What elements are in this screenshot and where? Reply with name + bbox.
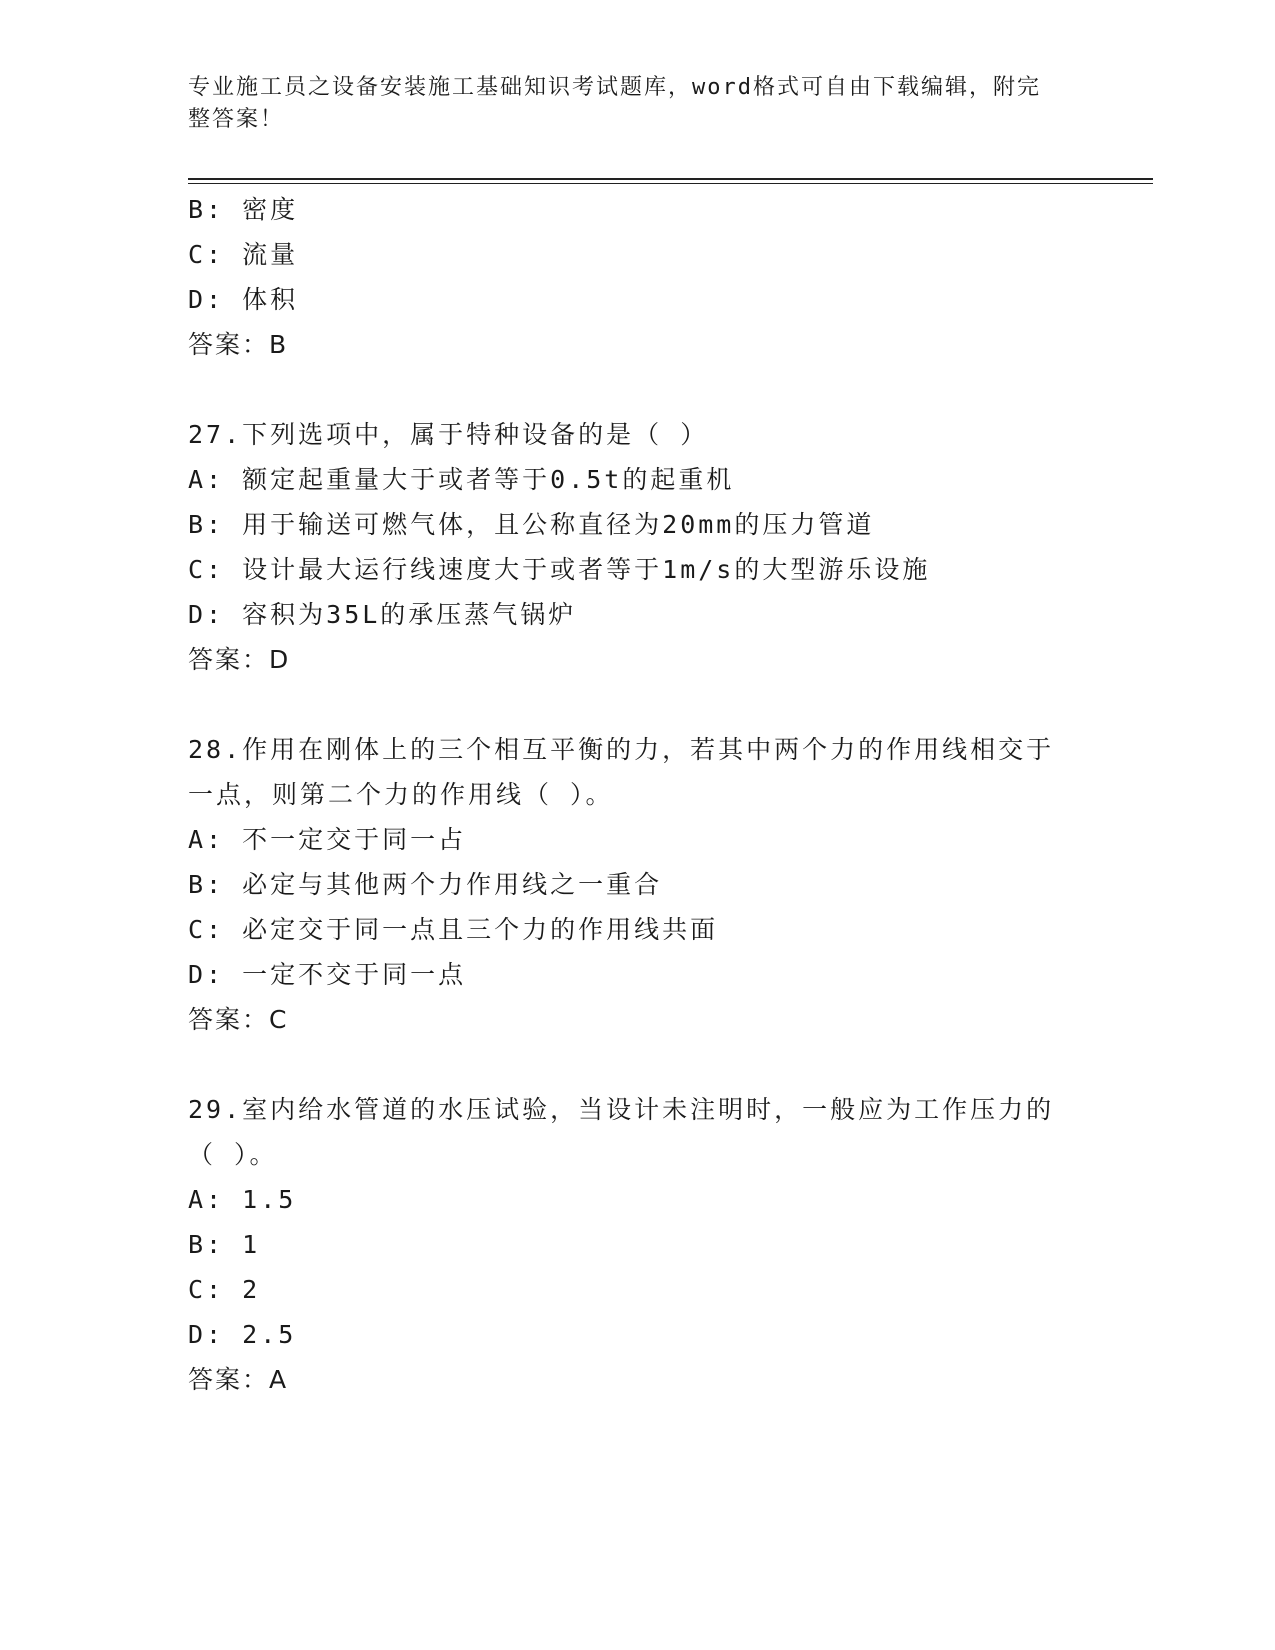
header-rule-thin bbox=[188, 183, 1153, 184]
q26-option-c: C: 流量 bbox=[188, 240, 299, 269]
q29-stem-line-2: （ ）。 bbox=[188, 1140, 278, 1169]
q28-answer: 答案：C bbox=[188, 1005, 289, 1034]
q27-option-a: A: 额定起重量大于或者等于0.5t的起重机 bbox=[188, 465, 735, 494]
q28-stem-line-2: 一点，则第二个力的作用线（ ）。 bbox=[188, 780, 614, 809]
q26-answer: 答案：B bbox=[188, 330, 289, 359]
q28-option-c: C: 必定交于同一点且三个力的作用线共面 bbox=[188, 915, 719, 944]
q29-answer: 答案：A bbox=[188, 1365, 289, 1394]
q29-option-d: D: 2.5 bbox=[188, 1320, 297, 1349]
q26-option-b: B: 密度 bbox=[188, 195, 299, 224]
document-header bbox=[188, 72, 1068, 136]
q29-stem-line-1: 29.室内给水管道的水压试验，当设计未注明时，一般应为工作压力的 bbox=[188, 1095, 1055, 1124]
q28-option-d: D: 一定不交于同一点 bbox=[188, 960, 467, 989]
q27-option-d: D: 容积为35L的承压蒸气锅炉 bbox=[188, 600, 577, 629]
header-line-1: 专业施工员之设备安装施工基础知识考试题库，word格式可自由下载编辑，附完 bbox=[188, 75, 1041, 100]
q29-option-b: B: 1 bbox=[188, 1230, 261, 1259]
q29-option-c: C: 2 bbox=[188, 1275, 261, 1304]
q27-option-b: B: 用于输送可燃气体，且公称直径为20mm的压力管道 bbox=[188, 510, 875, 539]
q28-option-b: B: 必定与其他两个力作用线之一重合 bbox=[188, 870, 663, 899]
header-rule-thick bbox=[188, 178, 1153, 180]
q29-option-a: A: 1.5 bbox=[188, 1185, 297, 1214]
header-line-2: 整答案！ bbox=[188, 107, 285, 132]
q27-stem: 27.下列选项中，属于特种设备的是（ ） bbox=[188, 420, 709, 449]
q27-answer: 答案：D bbox=[188, 645, 291, 674]
q28-option-a: A: 不一定交于同一占 bbox=[188, 825, 467, 854]
q28-stem-line-1: 28.作用在刚体上的三个相互平衡的力，若其中两个力的作用线相交于 bbox=[188, 735, 1055, 764]
q26-option-d: D: 体积 bbox=[188, 285, 299, 314]
q27-option-c: C: 设计最大运行线速度大于或者等于1m/s的大型游乐设施 bbox=[188, 555, 931, 584]
